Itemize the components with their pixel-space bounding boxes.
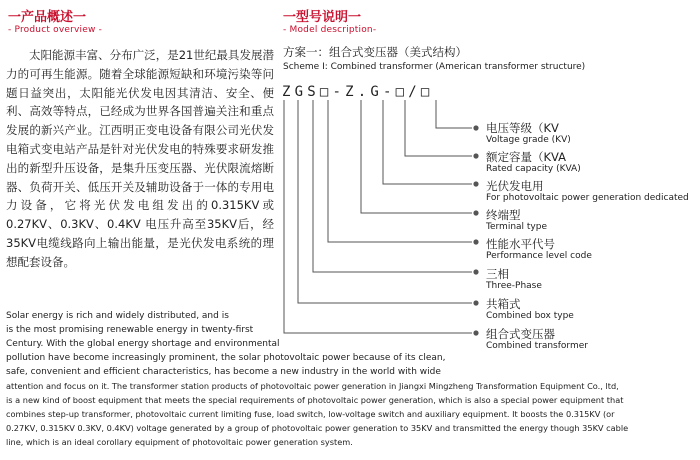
overview-en-line: Solar energy is rich and widely distributed, and is [6, 311, 229, 321]
label-combined-zh: 组合式变压器 [486, 327, 555, 341]
label-combined-en: Combined transformer [486, 341, 588, 351]
leader-dot [473, 210, 478, 215]
overview-subtitle: - Product overview - [8, 25, 103, 35]
overview-en-line: is a new kind of boost equipment that meets the special requirements of photovoltaic power generation, which is also a special power equipment that [6, 395, 624, 405]
label-performance-zh: 性能水平代号 [486, 237, 555, 251]
leader-line-terminal [361, 100, 472, 213]
leader-dot [473, 181, 478, 186]
overview-en-line: is the most promising renewable energy in twenty-first [6, 325, 254, 335]
overview-en-line: 0.27KV, 0.315KV 0.3KV, 0.4KV) voltage generated by a group of photovoltaic power generation to 35KV and transmitted the energy though 35KV cable [6, 423, 629, 433]
label-voltage-zh: 电压等级（KV [486, 121, 559, 135]
leader-dot [473, 125, 478, 130]
leader-dot [473, 239, 478, 244]
overview-en-line: safe, convenient and efficient characteristics, has become a new industry in the world with wide [6, 367, 441, 377]
overview-body-zh: 太阳能源丰富、分布广泛，是21世纪最具发展潜力的可再生能源。随着全球能源短缺和环境污染等问题日益突出，太阳能光伏发电因其清洁、安全、便利、高效等特点，已经成为世界各国普遍关注和重点发展的新兴产业。江西明正变电设备有限公司光伏发电箱式变电站产品是针对光伏发电的特殊要求研发推出的新型升压设备，是集升压变压器、光伏限流熔断器、负荷开关、低压开关及辅助设备于一体的专用电力设备，它将光伏发电组发出的0.315KV或0.27KV、0.3KV、0.4KV 电压升高至35KV后，经35KV电缆线路向上输出能量，是光伏发电系统的理想配套设备。 [6, 48, 274, 269]
label-pv-en: For photovoltaic power generation dedicated [486, 193, 689, 203]
overview-title: 一产品概述一 [8, 10, 87, 25]
scheme-title: 方案一：组合式变压器（美式结构） [283, 45, 467, 59]
leader-line-box [298, 100, 472, 303]
scheme-subtitle: Scheme I: Combined transformer (American transformer structure) [283, 62, 586, 72]
label-pv-zh: 光伏发电用 [486, 179, 544, 193]
overview-en-line: combines step-up transformer, photovoltaic current limiting fuse, load switch, low-voltage switch and auxiliary equipment. It boosts the 0.315KV (or [6, 409, 615, 419]
leader-line-voltage [436, 100, 472, 128]
model-title: 一型号说明一 [283, 10, 362, 25]
overview-en-line: pollution have become increasingly prominent, the solar photovoltaic power because of its clean, [6, 353, 446, 363]
leader-line-combined [284, 100, 472, 333]
label-three-phase-zh: 三相 [486, 267, 509, 281]
leader-line-pv [383, 100, 472, 184]
leader-dot [473, 153, 478, 158]
model-subtitle: - Model description- [283, 25, 377, 35]
label-three-phase-en: Three-Phase [486, 281, 542, 291]
leader-dot [473, 300, 478, 305]
overview-en-line: Century. With the global energy shortage and environmental [6, 339, 280, 349]
leader-line-three-phase [313, 100, 472, 272]
label-box-zh: 共箱式 [486, 297, 521, 311]
overview-en-line: attention and focus on it. The transformer station products of photovoltaic power generation in Jiangxi Mingzheng Transformation Equipment Co., ltd, [6, 381, 619, 391]
label-capacity-en: Rated capacity (KVA) [486, 164, 581, 174]
model-code: ZGS□-Z.G-□/□ [282, 84, 434, 100]
label-performance-en: Performance level code [486, 251, 592, 261]
leader-dot [473, 330, 478, 335]
leader-line-capacity [405, 100, 472, 156]
label-capacity-zh: 额定容量（KVA [486, 150, 567, 164]
label-voltage-en: Voltage grade (KV) [486, 135, 571, 145]
leader-dot [473, 269, 478, 274]
label-terminal-en: Terminal type [486, 222, 548, 232]
label-terminal-zh: 终端型 [486, 208, 521, 222]
leader-line-performance [328, 100, 472, 242]
label-box-en: Combined box type [486, 311, 574, 321]
overview-en-line: line, which is an ideal corollary equipment of photovoltaic power generation system. [6, 437, 353, 447]
